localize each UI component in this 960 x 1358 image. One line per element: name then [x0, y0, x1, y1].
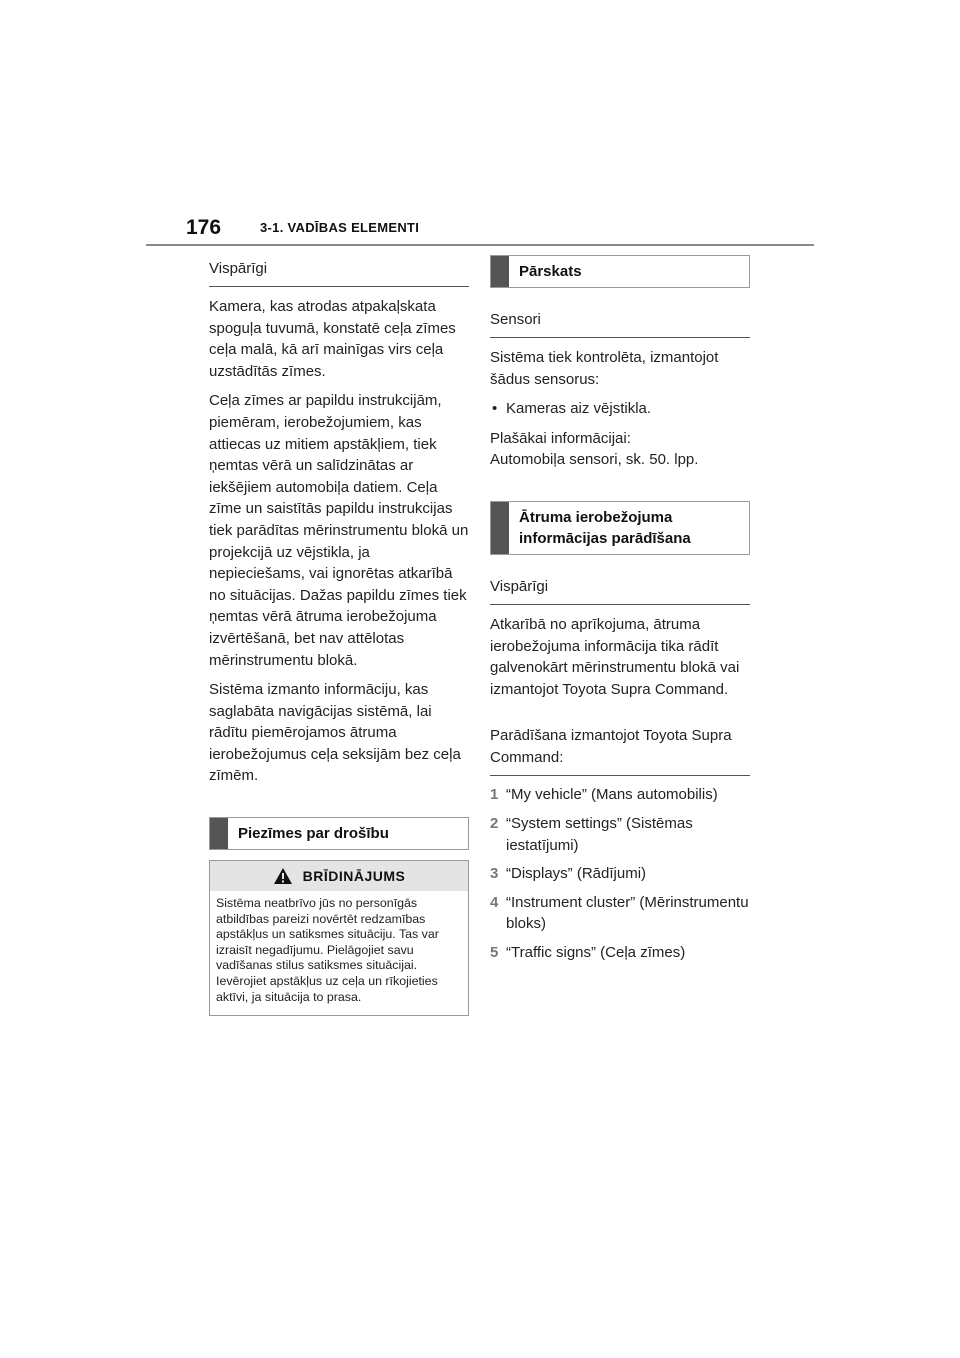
display-heading: Parādīšana izmantojot Toyota Supra Command: [490, 722, 750, 776]
more-info: Plašākai informācijai: [490, 429, 631, 447]
heading-bar [491, 502, 509, 554]
general-heading: Vispārīgi [209, 255, 469, 287]
header-rule [146, 244, 814, 246]
step-number: 3 [490, 865, 499, 883]
left-column [209, 255, 469, 1016]
step-text: “System settings” (Sistēmas iestatījumi) [506, 814, 693, 854]
heading-bar [210, 818, 228, 849]
sensors-intro: Sistēma tiek kontrolēta, izmantojot šādus sensorus: [490, 349, 719, 388]
warning-box [209, 860, 469, 1016]
section-title: 3-1. VADĪBAS ELEMENTI [260, 220, 420, 235]
warning-title [210, 861, 468, 891]
step-text: “Displays” (Rādījumi) [506, 865, 647, 883]
warning-triangle-icon [273, 867, 293, 885]
step-text: “My vehicle” (Mans automobilis) [506, 786, 718, 804]
step-text: “Instrument cluster” (Mērinstrumentu bloks) [506, 893, 749, 933]
sensors-heading: Sensori [490, 306, 750, 338]
paragraph: Ceļa zīmes ar papildu instrukcijām, piemēram, ierobežojumiem, kas attiecas uz mitiem apstākļiem, tiek ņemtas vērā un salīdzinātas ar iekšējiem automobiļa datiem. Ceļa zīme un saistītās papildu instrukcijas tiek parādītas mērinstrumentu blokā un projekcijā uz vējstikla, ja nepieciešams, vai ignorētas atkarībā no situācijas. Dažas papildu zīmes tiek ņemtas vērā ātruma ierobežojuma izvērtēšanā, bet nav attēlotas mērinstrumentu blokā. [209, 392, 469, 669]
paragraph: Kamera, kas atrodas atpakaļskata spoguļa tuvumā, konstatē ceļa zīmes ceļa malā, kā arī mainīgas virs ceļa uzstādītās zīmes. [209, 298, 456, 380]
list-item: • Kameras aiz vējstikla. [490, 398, 750, 420]
list-item [490, 813, 750, 856]
more-info-ref: Automobiļa sensori, sk. 50. lpp. [490, 451, 699, 469]
step-text: “Traffic signs” (Ceļa zīmes) [506, 943, 686, 961]
safety-heading-label: Piezīmes par drošību [238, 825, 389, 843]
list-item [490, 942, 750, 964]
speed-info-heading-label: Ātruma ierobežojuma informācijas parādīšana [519, 508, 691, 547]
step-number: 4 [490, 893, 499, 911]
general-heading: Vispārīgi [490, 573, 750, 605]
general-text: Atkarībā no aprīkojuma, ātruma ierobežojuma informācija tika rādīt galvenokārt mērinstrumentu blokā vai izmantojot Toyota Supra Command. [490, 615, 740, 698]
overview-heading [490, 255, 750, 288]
step-number: 5 [490, 943, 499, 961]
overview-heading-label: Pārskats [519, 263, 582, 280]
step-number: 1 [490, 786, 499, 804]
list-item [490, 863, 750, 885]
warning-title-label: BRĪDINĀJUMS [302, 868, 406, 885]
safety-heading [209, 817, 469, 850]
page-number: 176 [186, 216, 222, 239]
right-column [490, 255, 750, 971]
heading-bar [491, 256, 509, 287]
page-header [146, 214, 814, 248]
step-number: 2 [490, 814, 499, 832]
paragraph: Sistēma izmanto informāciju, kas saglabāta navigācijas sistēmā, lai rādītu piemērojamos ātruma ierobežojumus ceļa seksijām bez ceļa zīmēm. [209, 681, 461, 785]
list-item [490, 892, 750, 935]
list-item [490, 784, 750, 806]
speed-info-heading [490, 501, 750, 555]
warning-text: Sistēma neatbrīvo jūs no personīgās atbildības pareizi novērtēt redzamības apstākļus un satiksmes situāciju. Tas var izraisīt negadījumu. Pielāgojiet savu vadīšanas stilus satiksmes situācijai. Ievērojiet apstākļus uz ceļa un rīkojieties aktīvi, ja situācija to prasa. [216, 896, 439, 1004]
